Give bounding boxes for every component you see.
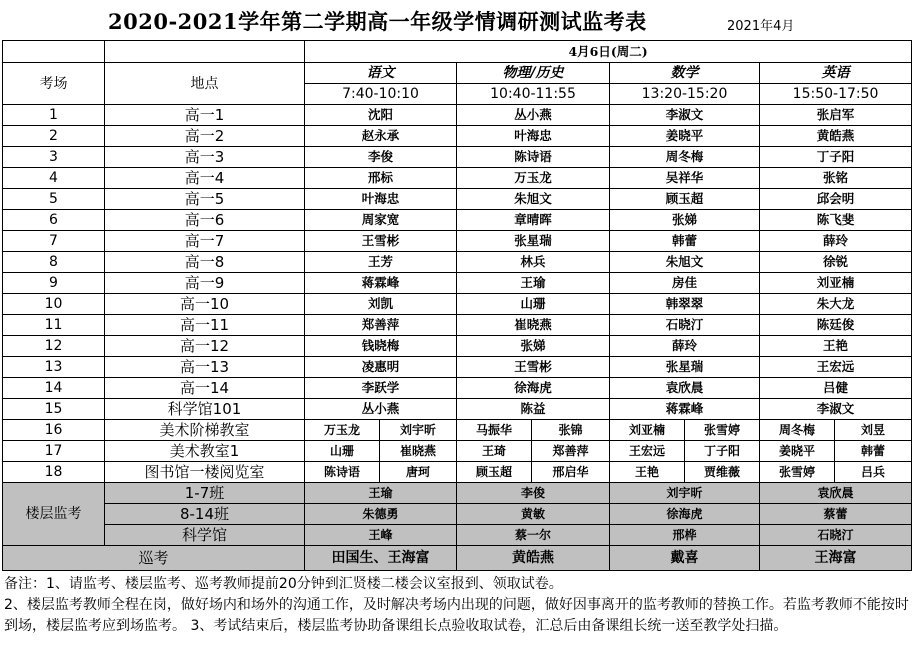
proctor-physics: 朱旭文 [457, 189, 610, 210]
subject-english: 英语 [760, 63, 912, 84]
room-number: 12 [3, 336, 105, 357]
proctor-physics: 张星瑞 [457, 231, 610, 252]
table-row [3, 420, 912, 441]
proctor-chinese: 周家宽 [305, 210, 457, 231]
floor-monitor-name: 王瑜 [305, 483, 457, 504]
room-number: 3 [3, 147, 105, 168]
proctor-physics: 徐海虎 [457, 378, 610, 399]
table-row [3, 147, 912, 168]
table-row [3, 378, 912, 399]
floor-monitor-name: 蔡蕾 [760, 504, 912, 525]
proctor-english: 张铭 [760, 168, 912, 189]
proctor-math: 李淑文 [610, 105, 760, 126]
floor-monitor-name: 邢桦 [610, 525, 760, 546]
room-number: 16 [3, 420, 105, 441]
room-number: 1 [3, 105, 105, 126]
room-location: 图书馆一楼阅览室 [105, 462, 305, 483]
table-row [3, 168, 912, 189]
proctor-name: 张雪婷 [760, 462, 835, 483]
proctor-name: 张雪婷 [685, 420, 760, 441]
proctor-english: 吕健 [760, 378, 912, 399]
proctor-name: 山珊 [305, 441, 380, 462]
proctor-name: 马振华 [457, 420, 532, 441]
proctor-name: 陈诗语 [305, 462, 380, 483]
proctor-math: 石晓汀 [610, 315, 760, 336]
floor-range: 1-7班 [105, 483, 305, 504]
proctor-physics: 叶海忠 [457, 126, 610, 147]
proctor-math: 吴祥华 [610, 168, 760, 189]
floor-monitor-name: 李俊 [457, 483, 610, 504]
proctor-physics: 万玉龙 [457, 168, 610, 189]
patrol-label: 巡考 [3, 546, 305, 571]
proctor-physics: 王瑜 [457, 273, 610, 294]
note-2: 2、楼层监考教师全程在岗，做好场内和场外的沟通工作，及时解决考场内出现的问题，做好因事离开的监考教师的替换工作。若监考教师不能按时到场，楼层监考应到场监考。 3、考试结束后，楼层监考协助备课组长点验收取试卷，汇总后由备课组长统一送至教学处扫描。 [4, 597, 909, 634]
proctor-english: 王宏远 [760, 357, 912, 378]
floor-range: 8-14班 [105, 504, 305, 525]
proctor-chinese: 邢标 [305, 168, 457, 189]
table-row [3, 189, 912, 210]
proctor-name: 顾玉超 [457, 462, 532, 483]
floor-monitor-label: 楼层监考 [3, 483, 105, 546]
proctor-physics: 章晴晖 [457, 210, 610, 231]
proctor-name: 周冬梅 [760, 420, 835, 441]
proctor-english: 陈飞斐 [760, 210, 912, 231]
proctor-math: 房佳 [610, 273, 760, 294]
proctor-english: 黄皓燕 [760, 126, 912, 147]
header-location: 地点 [105, 63, 305, 105]
proctor-math: 张娣 [610, 210, 760, 231]
schedule-table [2, 40, 912, 571]
proctor-physics: 张娣 [457, 336, 610, 357]
room-location: 高一7 [105, 231, 305, 252]
floor-monitor-name: 徐海虎 [610, 504, 760, 525]
time-math: 13:20-15:20 [610, 84, 760, 105]
proctor-english: 李淑文 [760, 399, 912, 420]
proctor-chinese: 叶海忠 [305, 189, 457, 210]
room-location: 高一5 [105, 189, 305, 210]
room-number: 18 [3, 462, 105, 483]
room-location: 高一11 [105, 315, 305, 336]
room-number: 11 [3, 315, 105, 336]
room-number: 14 [3, 378, 105, 399]
proctor-english: 徐锐 [760, 252, 912, 273]
table-row [3, 441, 912, 462]
proctor-name: 张锦 [532, 420, 610, 441]
room-number: 10 [3, 294, 105, 315]
table-row [3, 231, 912, 252]
room-number: 15 [3, 399, 105, 420]
table-row [3, 210, 912, 231]
proctor-english: 邱会明 [760, 189, 912, 210]
header-blank-location [105, 41, 305, 63]
room-location: 高一12 [105, 336, 305, 357]
room-location: 高一1 [105, 105, 305, 126]
room-number: 8 [3, 252, 105, 273]
proctor-english: 丁子阳 [760, 147, 912, 168]
proctor-name: 邢启华 [532, 462, 610, 483]
floor-monitor-name: 黄敏 [457, 504, 610, 525]
table-row [3, 126, 912, 147]
proctor-physics: 崔晓燕 [457, 315, 610, 336]
room-location: 高一4 [105, 168, 305, 189]
page-title: 2020-2021学年第二学期高一年级学情调研测试监考表 [108, 9, 647, 34]
room-number: 6 [3, 210, 105, 231]
room-location: 高一14 [105, 378, 305, 399]
room-location: 美术阶梯教室 [105, 420, 305, 441]
subject-chinese: 语文 [305, 63, 457, 84]
proctor-physics: 山珊 [457, 294, 610, 315]
time-chinese: 7:40-10:10 [305, 84, 457, 105]
notes [4, 574, 910, 637]
proctor-chinese: 凌惠明 [305, 357, 457, 378]
proctor-name: 王艳 [610, 462, 685, 483]
floor-monitor-row [3, 525, 912, 546]
proctor-english: 薛玲 [760, 231, 912, 252]
proctor-physics: 陈益 [457, 399, 610, 420]
room-number: 13 [3, 357, 105, 378]
floor-monitor-row [3, 483, 912, 504]
proctor-math: 韩翠翠 [610, 294, 760, 315]
proctor-math: 蒋霖峰 [610, 399, 760, 420]
proctor-name: 王宏远 [610, 441, 685, 462]
proctor-chinese: 赵永承 [305, 126, 457, 147]
title-bar [0, 0, 914, 40]
table-row [3, 462, 912, 483]
proctor-name: 刘亚楠 [610, 420, 685, 441]
floor-monitor-row [3, 504, 912, 525]
floor-monitor-name: 王峰 [305, 525, 457, 546]
floor-monitor-name: 朱德勇 [305, 504, 457, 525]
subject-math: 数学 [610, 63, 760, 84]
proctor-chinese: 李俊 [305, 147, 457, 168]
proctor-physics: 丛小燕 [457, 105, 610, 126]
proctor-math: 顾玉超 [610, 189, 760, 210]
room-number: 7 [3, 231, 105, 252]
title-date: 2021年4月 [727, 19, 795, 34]
table-row [3, 336, 912, 357]
floor-monitor-name: 蔡一尔 [457, 525, 610, 546]
room-location: 高一9 [105, 273, 305, 294]
table-row [3, 105, 912, 126]
proctor-chinese: 王雪彬 [305, 231, 457, 252]
proctor-name: 吕兵 [835, 462, 912, 483]
table-row [3, 357, 912, 378]
proctor-math: 张星瑞 [610, 357, 760, 378]
room-number: 4 [3, 168, 105, 189]
room-location: 科学馆101 [105, 399, 305, 420]
room-location: 高一2 [105, 126, 305, 147]
proctor-name: 王琦 [457, 441, 532, 462]
proctor-name: 唐珂 [380, 462, 457, 483]
table-row [3, 273, 912, 294]
proctor-english: 陈廷俊 [760, 315, 912, 336]
proctor-name: 崔晓燕 [380, 441, 457, 462]
proctor-math: 袁欣晨 [610, 378, 760, 399]
proctor-name: 郑善萍 [532, 441, 610, 462]
note-1: 备注：1、请监考、楼层监考、巡考教师提前20分钟到汇贤楼二楼会议室报到、领取试卷。 [4, 576, 563, 592]
proctor-chinese: 蒋霖峰 [305, 273, 457, 294]
room-number: 17 [3, 441, 105, 462]
proctor-math: 薛玲 [610, 336, 760, 357]
room-location: 美术教室1 [105, 441, 305, 462]
time-physics-history: 10:40-11:55 [457, 84, 610, 105]
proctor-physics: 陈诗语 [457, 147, 610, 168]
floor-monitor-name: 袁欣晨 [760, 483, 912, 504]
proctor-english: 张启军 [760, 105, 912, 126]
proctor-physics: 王雪彬 [457, 357, 610, 378]
proctor-chinese: 王芳 [305, 252, 457, 273]
header-date: 4月6日(周二) [305, 41, 912, 63]
table-row [3, 315, 912, 336]
proctor-math: 朱旭文 [610, 252, 760, 273]
room-location: 高一13 [105, 357, 305, 378]
proctor-chinese: 郑善萍 [305, 315, 457, 336]
proctor-math: 周冬梅 [610, 147, 760, 168]
header-room: 考场 [3, 63, 105, 105]
table-row [3, 252, 912, 273]
proctor-math: 姜晓平 [610, 126, 760, 147]
proctor-math: 韩蕾 [610, 231, 760, 252]
room-location: 高一3 [105, 147, 305, 168]
patrol-row [3, 546, 912, 571]
room-location: 高一8 [105, 252, 305, 273]
table-row [3, 399, 912, 420]
proctor-name: 丁子阳 [685, 441, 760, 462]
proctor-name: 刘昱 [835, 420, 912, 441]
proctor-name: 姜晓平 [760, 441, 835, 462]
subject-physics-history: 物理/历史 [457, 63, 610, 84]
room-location: 高一6 [105, 210, 305, 231]
room-location: 高一10 [105, 294, 305, 315]
proctor-name: 贾维薇 [685, 462, 760, 483]
room-number: 5 [3, 189, 105, 210]
header-blank-room [3, 41, 105, 63]
room-number: 9 [3, 273, 105, 294]
floor-range: 科学馆 [105, 525, 305, 546]
time-english: 15:50-17:50 [760, 84, 912, 105]
proctor-chinese: 钱晓梅 [305, 336, 457, 357]
proctor-chinese: 李跃学 [305, 378, 457, 399]
room-number: 2 [3, 126, 105, 147]
proctor-chinese: 丛小燕 [305, 399, 457, 420]
proctor-chinese: 沈阳 [305, 105, 457, 126]
proctor-name: 刘宇昕 [380, 420, 457, 441]
patrol-name: 田国生、王海富 [305, 546, 457, 571]
floor-monitor-name: 刘宇昕 [610, 483, 760, 504]
proctor-chinese: 刘凯 [305, 294, 457, 315]
proctor-english: 王艳 [760, 336, 912, 357]
proctor-name: 万玉龙 [305, 420, 380, 441]
patrol-name: 戴喜 [610, 546, 760, 571]
patrol-name: 黄皓燕 [457, 546, 610, 571]
patrol-name: 王海富 [760, 546, 912, 571]
proctor-name: 韩蕾 [835, 441, 912, 462]
proctor-physics: 林兵 [457, 252, 610, 273]
proctor-english: 朱大龙 [760, 294, 912, 315]
floor-monitor-name: 石晓汀 [760, 525, 912, 546]
table-row [3, 294, 912, 315]
proctor-english: 刘亚楠 [760, 273, 912, 294]
